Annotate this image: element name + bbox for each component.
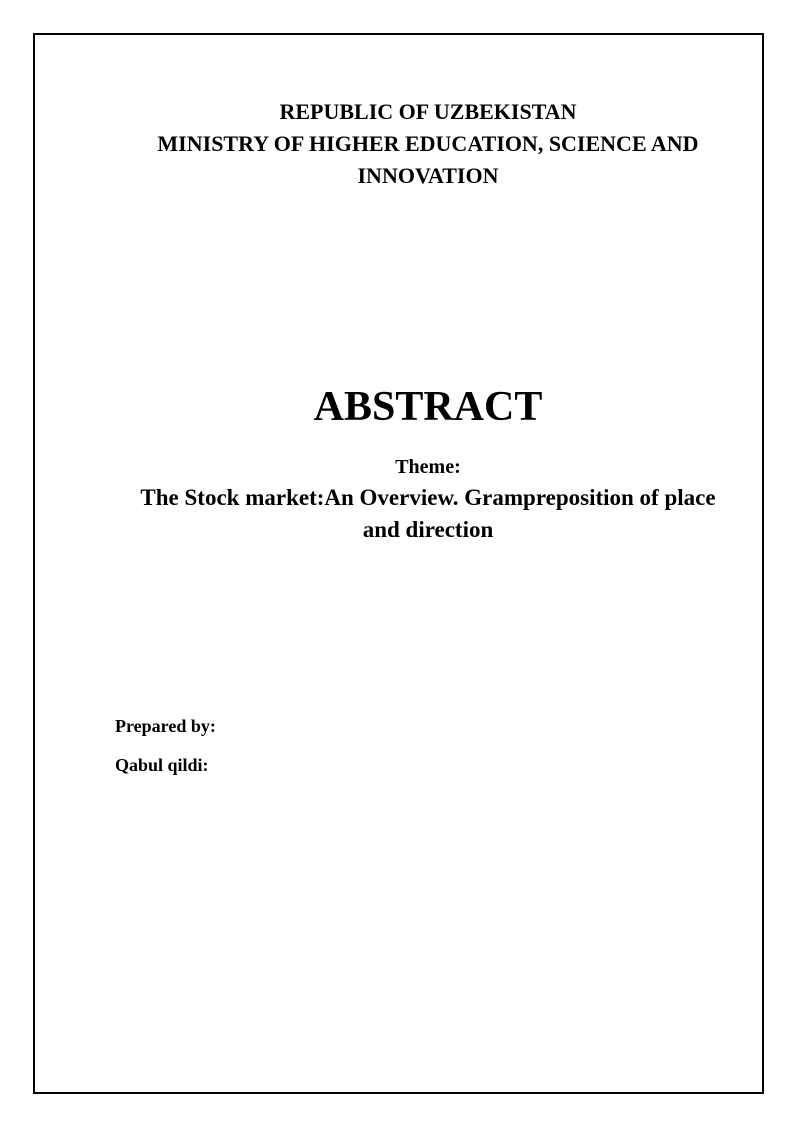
document-title: ABSTRACT: [313, 384, 543, 430]
theme-text: [95, 482, 761, 546]
qabul-qildi-label: Qabul qildi:: [115, 755, 209, 775]
header-line-ministry: MINISTRY OF HIGHER EDUCATION, SCIENCE AND: [157, 131, 699, 156]
institution-header: [95, 96, 761, 192]
theme-label: Theme:: [395, 456, 461, 478]
header-line-ministry-cont: INNOVATION: [357, 163, 499, 188]
page-border: [33, 33, 764, 1094]
prepared-by-label: Prepared by:: [115, 716, 216, 736]
header-line-country: REPUBLIC OF UZBEKISTAN: [279, 99, 577, 124]
theme-line-2: and direction: [362, 517, 494, 542]
theme-line-1: The Stock market:An Overview. Grampreposition of place: [140, 485, 716, 510]
